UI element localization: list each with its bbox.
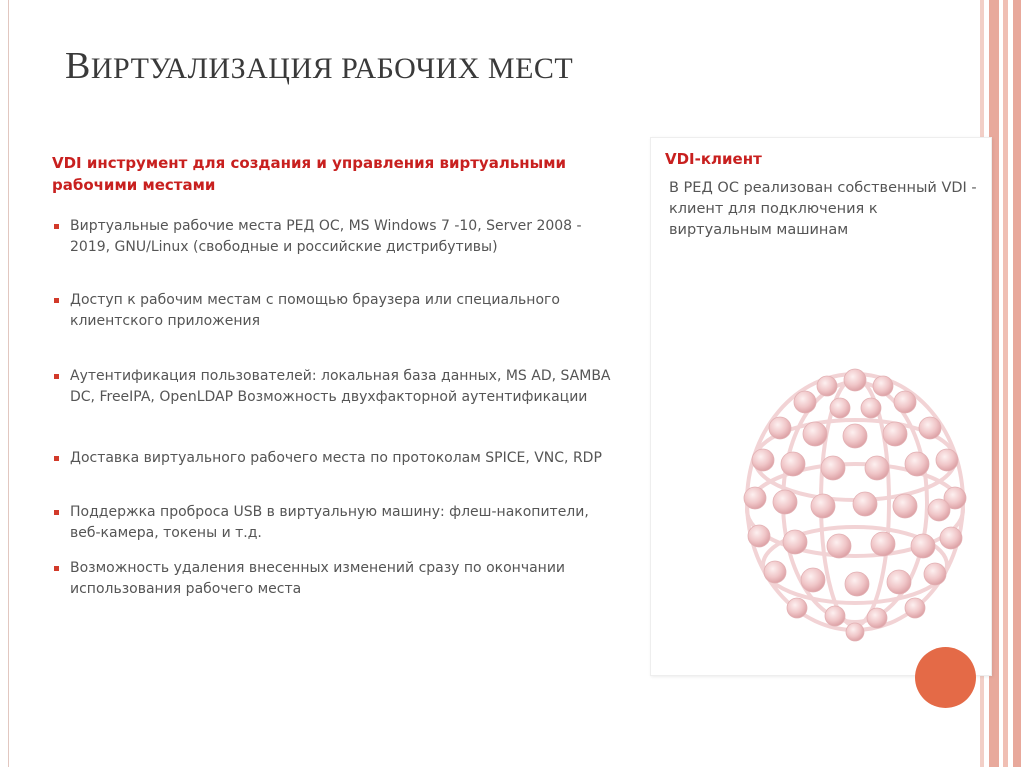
molecule-sphere-image	[735, 360, 975, 645]
bullet-marker	[54, 298, 59, 303]
bullet-marker	[54, 224, 59, 229]
list-item: Доставка виртуального рабочего места по протоколам SPICE, VNC, RDP	[52, 448, 612, 469]
bullet-marker	[54, 510, 59, 515]
card-body-text: В РЕД ОС реализован собственный VDI - клиент для подключения к виртуальным машинам	[669, 180, 977, 238]
list-item: Аутентификация пользователей: локальная база данных, MS AD, SAMBA DC, FreeIPA, OpenLDAP Возможность двухфакторной аутентификации	[52, 366, 612, 408]
slide-frame-line	[8, 0, 9, 767]
page-title: ВИРТУАЛИЗАЦИЯ РАБОЧИХ МЕСТ	[65, 45, 574, 87]
list-item: Поддержка проброса USB в виртуальную машину: флеш-накопители, веб-камера, токены и т.д.	[52, 502, 612, 544]
bullet-marker	[54, 456, 59, 461]
decorative-circle	[915, 647, 976, 708]
bullet-marker	[54, 566, 59, 571]
card-heading: VDI-клиент	[665, 150, 762, 168]
bullet-marker	[54, 374, 59, 379]
list-item: Возможность удаления внесенных изменений сразу по окончании использования рабочего места	[52, 558, 612, 600]
left-heading: VDI инструмент для создания и управления виртуальными рабочими местами	[52, 154, 566, 194]
list-item: Доступ к рабочим местам с помощью браузера или специального клиентского приложения	[52, 290, 612, 332]
list-item: Виртуальные рабочие места РЕД ОС, MS Windows 7 -10, Server 2008 - 2019, GNU/Linux (свободные и российские дистрибутивы)	[52, 216, 612, 258]
